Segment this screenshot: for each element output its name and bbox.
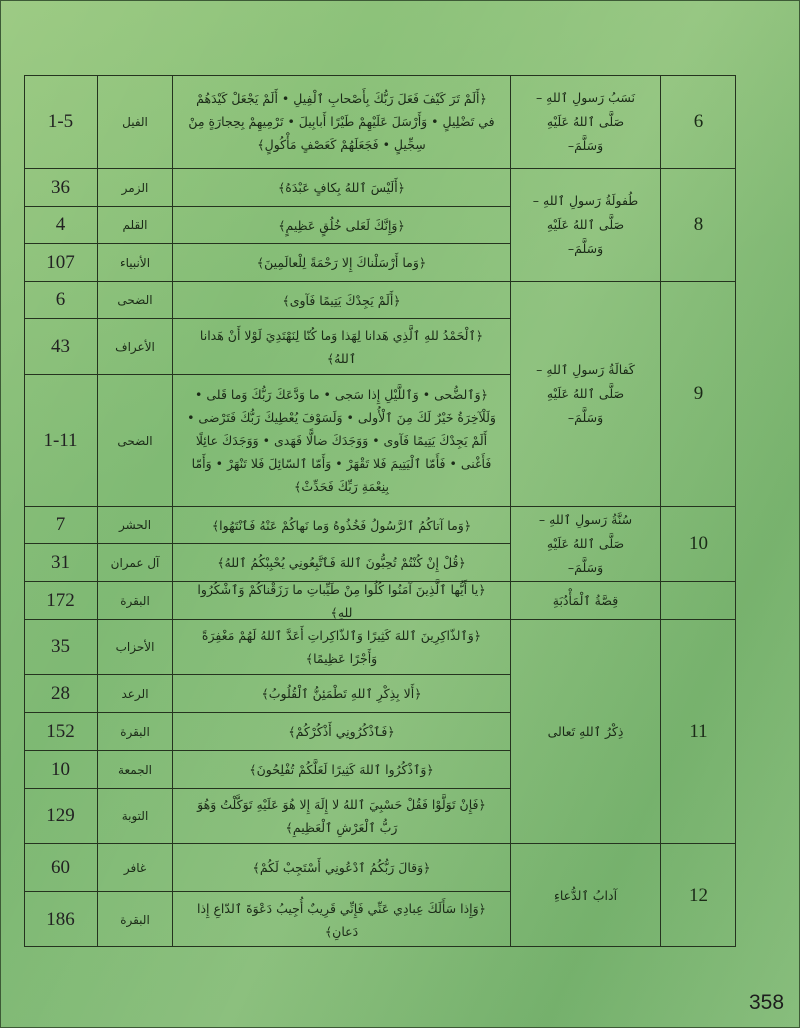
surah-name-cell-text: الضحى [117,433,153,448]
verse-text-cell-text: ﴿أَلَيْسَ ٱللهُ بِكافٍ عَبْدَهُ﴾ [277,180,406,195]
surah-name-cell-text: آل عمران [110,555,160,570]
surah-name-cell-text: الزمر [121,180,149,195]
verse-text-cell [173,675,511,713]
verse-text-cell-text: ﴿وَما أَرْسَلْناكَ إِلا رَحْمَةً لِلْعالَمِينَ﴾ [256,255,427,270]
verse-text-cell [173,75,511,169]
ayah-number-cell [24,544,98,582]
ayah-number-cell [24,244,98,282]
ayah-number-cell-text: 36 [51,176,70,198]
lesson-number-cell [661,620,736,844]
lesson-topic-cell [511,75,661,169]
surah-name-cell [98,713,173,751]
surah-name-cell-text: الرعد [121,686,149,701]
verse-text-cell-text: ﴿وَإِنَّكَ لَعَلى خُلُقٍ عَظِيمٍ﴾ [278,217,405,233]
ayah-number-cell-text: 1-5 [47,110,74,132]
lesson-number-cell [661,282,736,507]
verse-text-cell [173,169,511,207]
lesson-topic-cell-text: آدابُ ٱلدُّعاءِ [553,887,618,903]
surah-name-cell [98,282,173,319]
lesson-topic-cell [511,844,661,947]
lesson-number-cell [661,582,736,620]
page-number: 358 [749,991,785,1014]
surah-name-cell [98,751,173,789]
surah-name-cell [98,207,173,244]
ayah-number-cell [24,319,98,375]
ayah-number-cell [24,789,98,844]
ayah-number-cell [24,620,98,675]
lesson-topic-cell-text: كَفالَةُ رَسولِ ٱللهِ –صَلَّى ٱللهُ عَلَيْهِ وَسَلَّمَ– [536,362,635,425]
verse-text-cell [173,620,511,675]
lesson-topic-cell [511,620,661,844]
verse-text-cell-text: ﴿فَإِنْ تَوَلَّوْا فَقُلْ حَسْبِيَ ٱللهُ لا إِلَهَ إِلا هُوَ عَلَيْهِ تَوَكَّلْتُ وَهُوَ رَبُّ ٱلْعَرْشِ ٱلْعَظِيمِ﴾ [197,797,486,835]
ayah-number-cell [24,375,98,507]
verse-text-cell [173,544,511,582]
surah-name-cell-text: البقرة [120,912,150,927]
verse-text-cell-text: ﴿فَٱذْكُرُونِي أَذْكُرْكُمْ﴾ [288,724,395,739]
surah-name-cell [98,844,173,892]
verse-text-cell [173,207,511,244]
surah-name-cell [98,507,173,544]
ayah-number-cell [24,75,98,169]
ayah-number-cell [24,169,98,207]
verse-text-cell-text: ﴿أَلَمْ تَرَ كَيْفَ فَعَلَ رَبُّكَ بِأَصْحابِ ٱلْفِيلِ • أَلَمْ يَجْعَلْ كَيْدَهُمْ في تَضْلِيلٍ • وَأَرْسَلَ عَلَيْهِمْ طَيْرًا أَبابِيلَ • تَرْمِيهِمْ بِحِجارَةٍ مِنْ سِجِّيلٍ • فَجَعَلَهُمْ كَعَصْفٍ مَأْكُولٍ﴾ [188,91,495,152]
ayah-number-cell [24,892,98,947]
verse-text-cell-text: ﴿قُلْ إِنْ كُنْتُمْ تُحِبُّونَ ٱللهَ فَٱتَّبِعُونِي يُحْبِبْكُمُ ٱللهُ﴾ [217,555,466,570]
surah-name-cell-text: الجمعة [118,762,152,777]
ayah-number-cell-text: 4 [55,214,66,235]
surah-name-cell-text: الأحزاب [115,640,155,654]
verse-text-cell [173,507,511,544]
lesson-number-cell-text: 9 [693,383,704,404]
verse-text-cell-text: ﴿أَلا بِذِكْرِ ٱللهِ تَطْمَئِنُّ ٱلْقُلُوبُ﴾ [261,686,422,701]
ayah-number-cell [24,844,98,892]
surah-name-cell-text: القلم [122,218,148,232]
ayah-number-cell-text: 43 [51,335,70,357]
surah-name-cell-text: التوبة [121,809,149,823]
lesson-number-cell [661,844,736,947]
ayah-number-cell-text: 186 [46,908,75,930]
verse-text-cell [173,282,511,319]
lesson-topic-cell-text: سُنَّةُ رَسولِ ٱللهِ –صَلَّى ٱللهُ عَلَيْهِ وَسَلَّمَ– [538,512,633,575]
verse-text-cell-text: ﴿وَٱلذّاكِرِينَ ٱللهَ كَثِيرًا وَٱلذّاكِراتِ أَعَدَّ ٱللهُ لَهُمْ مَغْفِرَةً وَأَجْرًا عَظِيمًا﴾ [201,628,482,666]
surah-name-cell [98,620,173,675]
verse-text-cell [173,844,511,892]
ayah-number-cell [24,507,98,544]
surah-name-cell [98,75,173,169]
verse-text-cell [173,789,511,844]
verse-text-cell-text: ﴿وَٱلضُّحى • وَٱللَّيْلِ إِذا سَجى • ما وَدَّعَكَ رَبُّكَ وَما قَلى • وَلَلْآخِرَةُ خَيْرٌ لَكَ مِنَ ٱلْأُولى • وَلَسَوْفَ يُعْطِيكَ رَبُّكَ فَتَرْضى • أَلَمْ يَجِدْكَ يَتِيمًا فَآوى • وَوَجَدَكَ ضالًّا فَهَدى • وَوَجَدَكَ عائِلًا فَأَغْنى • فَأَمّا ٱلْيَتِيمَ فَلا تَقْهَرْ • وَأَمّا ٱلسّائِلَ فَلا تَنْهَرْ • وَأَمّا بِنِعْمَةِ رَبِّكَ فَحَدِّثْ﴾ [187,387,496,494]
ayah-number-cell [24,282,98,319]
ayah-number-cell-text: 129 [46,805,75,826]
ayah-number-cell-text: 1-11 [43,429,78,451]
verses-table [24,75,736,947]
lesson-number-cell-text: 8 [693,214,704,235]
verse-text-cell [173,751,511,789]
lesson-topic-cell [511,582,661,620]
lesson-number-cell [661,75,736,169]
surah-name-cell [98,892,173,947]
surah-name-cell-text: الحشر [118,518,152,532]
ayah-number-cell-text: 35 [51,636,70,657]
ayah-number-cell-text: 172 [46,589,75,611]
verse-text-cell [173,375,511,507]
lesson-number-cell-text: 6 [693,110,704,132]
verse-text-cell-text: ﴿يا أَيُّها ٱلَّذِينَ آمَنُوا كُلُوا مِنْ طَيِّباتِ ما رَزَقْناكُمْ وَٱشْكُرُوا للهِ﴾ [197,581,486,620]
lesson-topic-cell-text: نَسَبُ رَسولِ ٱللهِ –صَلَّى ٱللهُ عَلَيْهِ وَسَلَّمَ– [535,89,636,153]
ayah-number-cell [24,713,98,751]
verse-text-cell-text: ﴿وَٱذْكُرُوا ٱللهَ كَثِيرًا لَعَلَّكُمْ تُفْلِحُونَ﴾ [249,762,434,777]
ayah-number-cell-text: 7 [55,514,66,535]
surah-name-cell [98,789,173,844]
surah-name-cell [98,319,173,375]
lesson-topic-cell [511,507,661,582]
ayah-number-cell-text: 152 [46,720,75,742]
verse-text-cell-text: ﴿وَما آتاكُمُ ٱلرَّسُولُ فَخُذُوهُ وَما نَهاكُمْ عَنْهُ فَٱنْتَهُوا﴾ [211,517,472,533]
surah-name-cell [98,544,173,582]
verse-text-cell [173,713,511,751]
surah-name-cell-text: غافر [123,860,147,875]
surah-name-cell-text: الأنبياء [119,255,151,270]
surah-name-cell [98,675,173,713]
surah-name-cell [98,244,173,282]
surah-name-cell [98,375,173,507]
verse-text-cell-text: ﴿ٱلْحَمْدُ للهِ ٱلَّذِي هَدانا لِهَذا وَما كُنّا لِنَهْتَدِيَ لَوْلا أَنْ هَدانا ٱللهُ﴾ [199,327,484,366]
ayah-number-cell [24,751,98,789]
surah-name-cell-text: البقرة [120,724,150,739]
verse-text-cell [173,319,511,375]
lesson-topic-cell [511,282,661,507]
lesson-number-cell-text: 11 [689,720,708,742]
ayah-number-cell-text: 28 [51,682,70,704]
surah-name-cell-text: الأعراف [115,339,155,354]
lesson-number-cell-text: 12 [689,884,708,906]
ayah-number-cell [24,582,98,620]
verse-text-cell-text: ﴿وَقالَ رَبُّكُمُ ٱدْعُونِي أَسْتَجِبْ لَكُمْ﴾ [252,860,431,875]
ayah-number-cell [24,207,98,244]
ayah-number-cell-text: 10 [51,758,70,780]
ayah-number-cell-text: 31 [51,551,70,573]
ayah-number-cell-text: 107 [46,251,75,273]
lesson-topic-cell-text: قِصَّةُ ٱلْمَأْدُبَةِ [552,592,619,608]
lesson-topic-cell [511,169,661,282]
lesson-topic-cell-text: ذِكْرُ ٱللهِ تَعالى [547,723,624,739]
surah-name-cell-text: الضحى [117,293,153,307]
ayah-number-cell-text: 60 [51,856,70,878]
surah-name-cell [98,169,173,207]
surah-name-cell [98,582,173,620]
lesson-topic-cell-text: طُفولَةُ رَسولِ ٱللهِ –صَلَّى ٱللهُ عَلَيْهِ وَسَلَّمَ– [532,193,639,256]
lesson-number-cell-text: 10 [689,533,708,554]
verse-text-cell-text: ﴿وَإِذا سَأَلَكَ عِبادِي عَنِّي فَإِنِّي قَرِيبٌ أُجِيبُ دَعْوَةَ ٱلدّاعِ إِذا دَعانِ﴾ [196,900,487,939]
lesson-number-cell [661,169,736,282]
verse-text-cell [173,244,511,282]
verse-text-cell [173,892,511,947]
ayah-number-cell-text: 6 [55,289,66,310]
surah-name-cell-text: البقرة [120,593,150,608]
verse-text-cell [173,582,511,620]
verse-text-cell-text: ﴿أَلَمْ يَجِدْكَ يَتِيمًا فَآوى﴾ [282,292,401,308]
surah-name-cell-text: الفيل [122,114,148,129]
lesson-number-cell [661,507,736,582]
ayah-number-cell [24,675,98,713]
